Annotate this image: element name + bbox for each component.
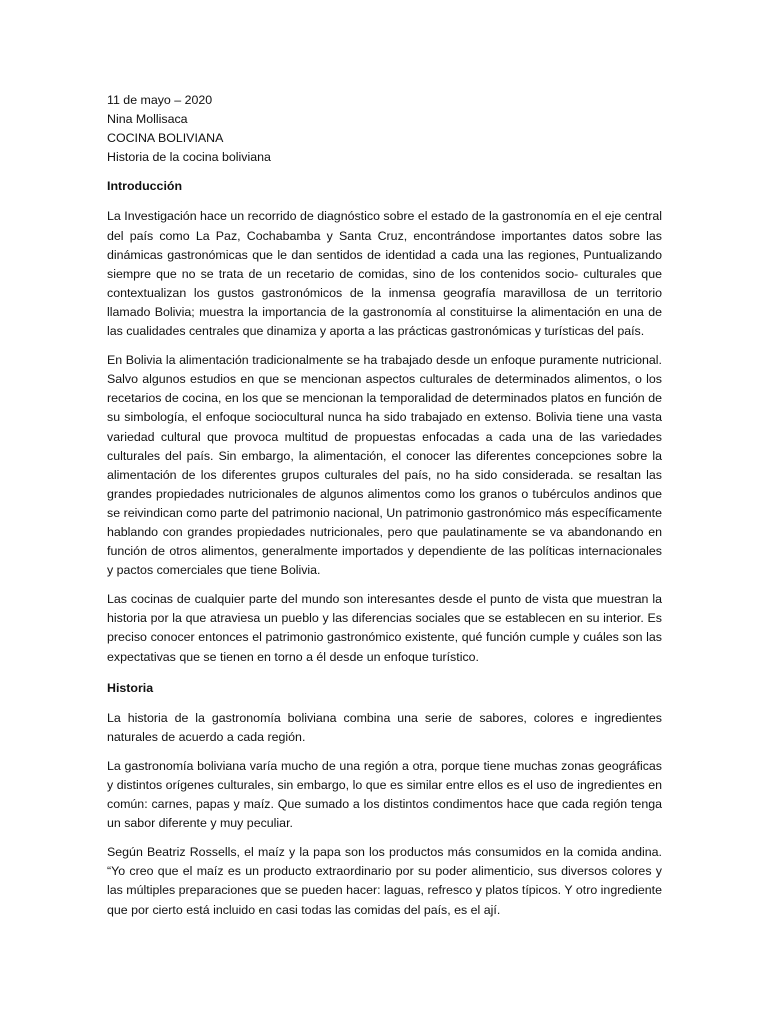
course-title: COCINA BOLIVIANA bbox=[107, 131, 224, 146]
history-paragraph-1: La historia de la gastronomía boliviana combina una serie de sabores, colores e ingredientes naturales de acuerdo a cada región. bbox=[107, 710, 662, 744]
history-paragraph-3: Según Beatriz Rossells, el maíz y la papa son los productos más consumidos en la comida andina. “Yo creo que el maíz es un producto extraordinario por su poder alimenticio, sus diversos colores y las múltiples preparaciones que se pueden hacer: laguas, refresco y platos típicos. Y otro ingrediente que por cierto está incluido en casi todas las comidas del país, es el ají. bbox=[107, 845, 662, 917]
document-date: 11 de mayo – 2020 bbox=[107, 93, 213, 107]
history-paragraph-2: La gastronomía boliviana varía mucho de una región a otra, porque tiene muchas zonas geográficas y distintos orígenes culturales, sin embargo, lo que es similar entre ellos es el uso de ingredientes en común: carnes, papas y maíz. Que sumado a los distintos condimentos hace que cada región tenga un sabor diferente y muy peculiar. bbox=[107, 758, 662, 831]
section-heading-introduction: Introducción bbox=[107, 179, 183, 194]
document-subtitle: Historia de la cocina boliviana bbox=[107, 150, 271, 165]
intro-paragraph-1: La Investigación hace un recorrido de diagnóstico sobre el estado de la gastronomía en el eje central del país como La Paz, Cochabamba y Santa Cruz, encontrándose importantes datos sobre las dinámicas gastronómicas que le dan sentidos de identidad a cada una las regiones, Puntualizando siempre que no se trata de un recetario de comidas, sino de los contenidos socio- culturales que contextualizan los gustos gastronómicos de la inmensa geografía maravillosa de un territorio llamado Bolivia; muestra la importancia de la gastronomía al constituirse la alimentación en una de las cualidades centrales que dinamiza y aporta a las prácticas gastronómicas y turísticas del país. bbox=[107, 209, 662, 339]
intro-paragraph-3: Las cocinas de cualquier parte del mundo son interesantes desde el punto de vista que muestran la historia por la que atraviesa un pueblo y las diferencias sociales que se establecen en su interior. Es preciso conocer entonces el patrimonio gastronómico existente, qué función cumple y cuáles son las expectativas que se tienen en torno a él desde un enfoque turístico. bbox=[107, 592, 662, 664]
intro-paragraph-2: En Bolivia la alimentación tradicionalmente se ha trabajado desde un enfoque puramente nutricional. Salvo algunos estudios en que se mencionan aspectos culturales de determinados alimentos, o los recetarios de cocina, en los que se mencionan la temporalidad de determinados platos en función de su simbología, el enfoque sociocultural nunca ha sido trabajado en extenso. Bolivia tiene una vasta variedad cultural que provoca multitud de propuestas enfocadas a cada una de las variedades culturales del país. Sin embargo, la alimentación, el conocer las diferentes concepciones sobre la alimentación de los diferentes grupos culturales del país, no ha sido considerada. se resaltan las grandes propiedades nutricionales de algunos alimentos como los granos o tubérculos andinos que se reivindican como parte del patrimonio nacional, Un patrimonio gastronómico más específicamente hablando con grandes propiedades nutricionales, pero que paulatinamente se va abandonando en función de otros alimentos, generalmente importados y dependiente de las políticas internacionales y pactos comerciales que tiene Bolivia. bbox=[107, 353, 662, 578]
author-name: Nina Mollisaca bbox=[107, 112, 188, 127]
section-heading-history: Historia bbox=[107, 680, 154, 695]
document-page bbox=[107, 91, 662, 930]
